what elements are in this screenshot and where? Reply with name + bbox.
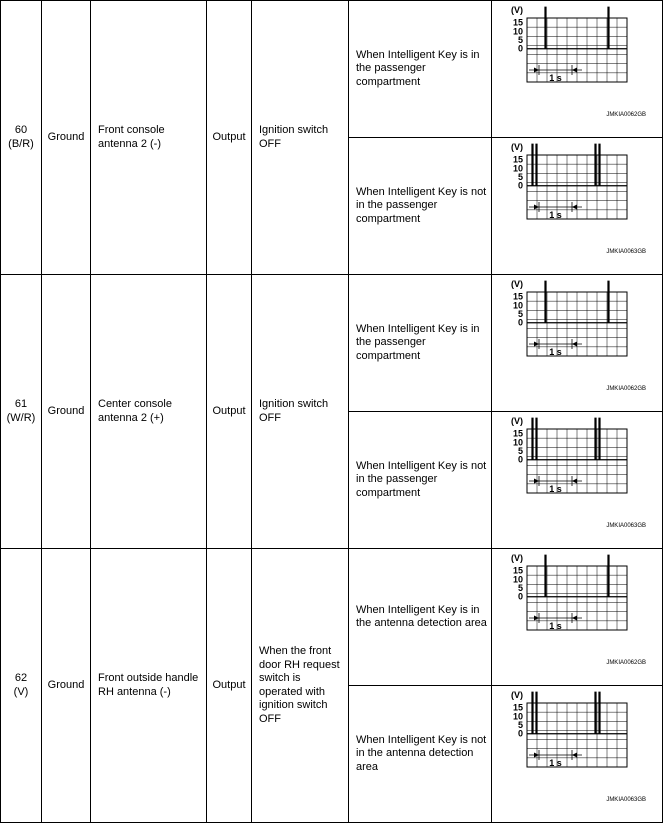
wire-color: (B/R) [8, 137, 34, 150]
time-scale-label: 1 s [549, 758, 562, 768]
time-scale-arrow [534, 616, 539, 621]
case-condition-cell: When Intelligent Key is in the passenger compartment [349, 1, 492, 138]
waveform-graph [492, 1, 662, 137]
y-tick-label: 15 [512, 17, 523, 28]
time-scale-arrow [534, 753, 539, 758]
y-tick-label: 5 [517, 582, 523, 593]
y-tick-label: 15 [512, 702, 523, 713]
condition-cell: When the front door RH request switch is operated with ignition switch OFF [252, 549, 349, 823]
figure-code: JMKIA0063GB [606, 523, 646, 529]
figure-code: JMKIA0062GB [606, 386, 646, 392]
waveform-graph [492, 549, 662, 685]
time-scale-arrow [572, 205, 577, 210]
figure-code: JMKIA0063GB [606, 249, 646, 255]
terminal-number: 62 [14, 672, 28, 684]
y-tick-label: 0 [517, 454, 523, 465]
time-scale-label: 1 s [549, 73, 562, 83]
waveform-graph [492, 412, 662, 548]
waveform-cell [492, 686, 663, 823]
ground-cell: Ground [42, 1, 91, 275]
waveform-cell [492, 549, 663, 686]
terminal-number: 60 [14, 124, 28, 136]
y-tick-label: 10 [512, 574, 523, 585]
waveform-cell [492, 138, 663, 275]
terminal-cell [1, 1, 42, 275]
y-tick-label: 15 [512, 154, 523, 165]
time-scale-arrow [534, 342, 539, 347]
y-tick-label: 10 [512, 437, 523, 448]
waveform-graph [492, 686, 662, 822]
y-tick-label: 5 [517, 308, 523, 319]
waveform-graph [492, 275, 662, 411]
case-condition-cell: When Intelligent Key is in the antenna detection area [349, 549, 492, 686]
table-row [1, 1, 663, 138]
time-scale-arrow [572, 68, 577, 73]
io-cell: Output [207, 1, 252, 275]
time-scale-label: 1 s [549, 484, 562, 494]
y-tick-label: 0 [517, 317, 523, 328]
table-row [1, 275, 663, 412]
waveform-cell [492, 1, 663, 138]
unit-label: (V) [511, 553, 523, 563]
unit-label: (V) [511, 142, 523, 152]
y-tick-label: 5 [517, 445, 523, 456]
description-cell: Center console antenna 2 (+) [91, 275, 207, 549]
description-cell: Front outside handle RH antenna (-) [91, 549, 207, 823]
terminal-cell [1, 275, 42, 549]
description-cell: Front console antenna 2 (-) [91, 1, 207, 275]
time-scale-arrow [572, 342, 577, 347]
time-scale-label: 1 s [549, 347, 562, 357]
y-tick-label: 15 [512, 291, 523, 302]
ground-cell: Ground [42, 275, 91, 549]
time-scale-arrow [534, 68, 539, 73]
y-tick-label: 5 [517, 34, 523, 45]
y-tick-label: 5 [517, 719, 523, 730]
y-tick-label: 15 [512, 565, 523, 576]
wire-color: (V) [13, 685, 29, 698]
ground-cell: Ground [42, 549, 91, 823]
terminal-number: 61 [14, 398, 28, 410]
unit-label: (V) [511, 690, 523, 700]
waveform-cell [492, 275, 663, 412]
case-condition-cell: When Intelligent Key is in the passenger compartment [349, 275, 492, 412]
condition-cell: Ignition switch OFF [252, 275, 349, 549]
y-tick-label: 0 [517, 591, 523, 602]
figure-code: JMKIA0062GB [606, 660, 646, 666]
table-row [1, 549, 663, 686]
y-tick-label: 10 [512, 711, 523, 722]
y-tick-label: 0 [517, 43, 523, 54]
time-scale-arrow [572, 479, 577, 484]
time-scale-arrow [534, 479, 539, 484]
io-cell: Output [207, 549, 252, 823]
unit-label: (V) [511, 279, 523, 289]
time-scale-arrow [572, 616, 577, 621]
y-tick-label: 10 [512, 26, 523, 37]
y-tick-label: 0 [517, 728, 523, 739]
figure-code: JMKIA0063GB [606, 797, 646, 803]
terminal-cell [1, 549, 42, 823]
case-condition-cell: When Intelligent Key is not in the passenger compartment [349, 138, 492, 275]
case-condition-cell: When Intelligent Key is not in the passenger compartment [349, 412, 492, 549]
time-scale-label: 1 s [549, 210, 562, 220]
y-tick-label: 10 [512, 300, 523, 311]
time-scale-label: 1 s [549, 621, 562, 631]
time-scale-arrow [572, 753, 577, 758]
wire-color: (W/R) [6, 411, 36, 424]
io-cell: Output [207, 275, 252, 549]
unit-label: (V) [511, 416, 523, 426]
y-tick-label: 5 [517, 171, 523, 182]
unit-label: (V) [511, 5, 523, 15]
waveform-graph [492, 138, 662, 274]
waveform-cell [492, 412, 663, 549]
figure-code: JMKIA0062GB [606, 112, 646, 118]
y-tick-label: 15 [512, 428, 523, 439]
time-scale-arrow [534, 205, 539, 210]
condition-cell: Ignition switch OFF [252, 1, 349, 275]
y-tick-label: 10 [512, 163, 523, 174]
case-condition-cell: When Intelligent Key is not in the antenna detection area [349, 686, 492, 823]
y-tick-label: 0 [517, 180, 523, 191]
